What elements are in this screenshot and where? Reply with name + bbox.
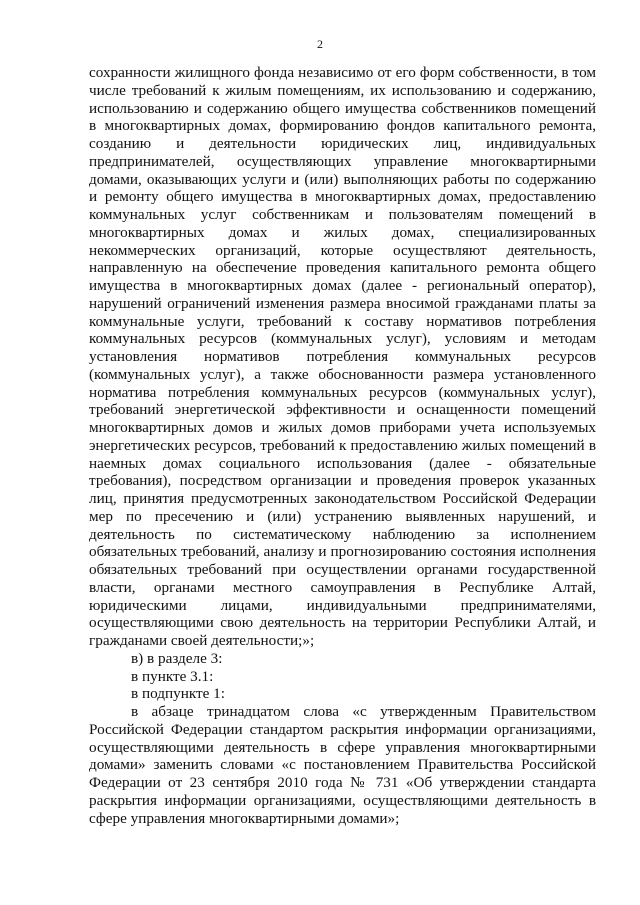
- paragraph-amendment: в абзаце тринадцатом слова «с утвержденным Правительством Российской Федерации стандартом раскрытия информации организациями, осуществляющими деятельность в сфере управления многоквартирными домами» заменить словами «с постановлением Правительства Российской Федерации от 23 сентября 2010 года № 731 «Об утверждении стандарта раскрытия информации организациями, осуществляющими деятельность в сфере управления многоквартирными домами»;: [89, 703, 596, 827]
- document-body: [89, 64, 596, 827]
- paragraph-continuation: сохранности жилищного фонда независимо от его форм собственности, в том числе требований к жилым помещениям, их использованию и содержанию, использованию и содержанию общего имущества собственников помещений в многоквартирных домах, формированию фондов капитального ремонта, созданию и деятельности юридических лиц, индивидуальных предпринимателей, осуществляющих управление многоквартирными домами, оказывающих услуги и (или) выполняющих работы по содержанию и ремонту общего имущества в многоквартирных домах, предоставлению коммунальных услуг собственникам и пользователям помещений в многоквартирных домах и жилых домах, специализированных некоммерческих организаций, которые осуществляют деятельность, направленную на обеспечение проведения капитального ремонта общего имущества в многоквартирных домах (далее - региональный оператор), нарушений ограничений изменения размера вносимой гражданами платы за коммунальные услуги, требований к составу нормативов потребления коммунальных ресурсов (коммунальных услуг), условиям и методам установления нормативов потребления коммунальных ресурсов (коммунальных услуг), а также обоснованности размера установленного норматива потребления коммунальных ресурсов (коммунальных услуг), требований энергетической эффективности и оснащенности помещений многоквартирных домов и жилых домов приборами учета используемых энергетических ресурсов, требований к предоставлению жилых помещений в наемных домах социального использования (далее - обязательные требования), посредством организации и проведения проверок указанных лиц, принятия предусмотренных законодательством Российской Федерации мер по пресечению и (или) устранению выявленных нарушений, и деятельность по систематическому наблюдению за исполнением обязательных требований, анализу и прогнозированию состояния исполнения обязательных требований при осуществлении органами государственной власти, органами местного самоуправления в Республике Алтай, юридическими лицами, индивидуальными предпринимателями, осуществляющими свою деятельность на территории Республики Алтай, и гражданами своей деятельности;»;: [89, 64, 596, 649]
- page-number: 2: [317, 37, 323, 51]
- paragraph-section-3: в) в разделе 3:: [131, 649, 223, 667]
- paragraph-point-3-1: в пункте 3.1:: [131, 667, 214, 685]
- paragraph-subpoint-1: в подпункте 1:: [131, 685, 225, 703]
